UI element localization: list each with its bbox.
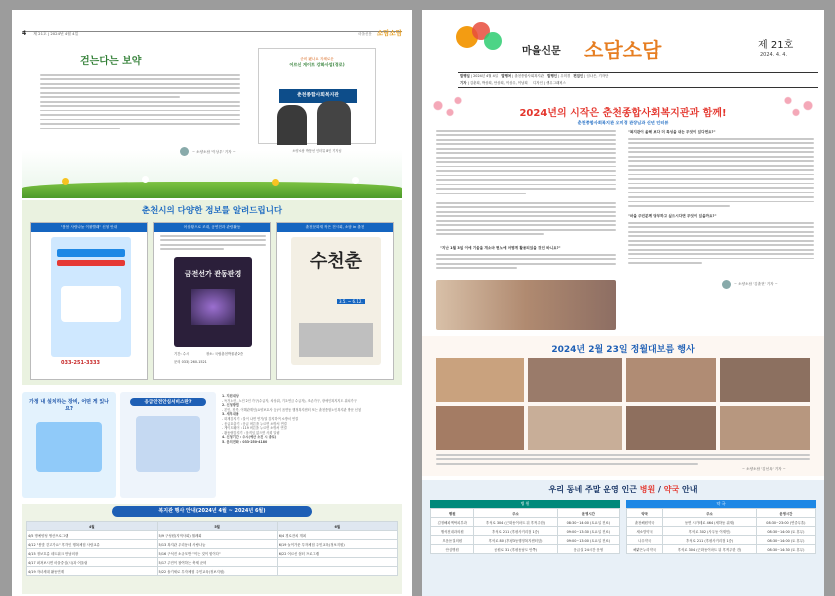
- service-item: 3. 세부내용: [222, 412, 239, 417]
- meta-value: 우미경: [560, 74, 571, 78]
- meta-label: 기자: [460, 81, 467, 85]
- flower-decoration: [352, 177, 359, 184]
- table-row: 4/12 "봄맞 걷고가요" 후각인 행복체험 사람교류 5/13 복지관 우리동네 사랑나눔 6/19 놀이가문 투자체험 주민교육(정보지원): [27, 540, 398, 549]
- table-row: 4/17 퍼져보시면 마을중심(시)과 어울림 5/17 주민이 참여하는 축제 준비: [27, 558, 398, 567]
- service-item: - 응급호출기 : 응급 버튼을 누르면 소방서 연결: [222, 421, 287, 426]
- meta-value: 김춘희, 박상희, 안상희, 이상우, 이남희: [469, 81, 528, 85]
- flower-decoration: [272, 179, 279, 186]
- meta-value: 임나은, 기자단: [586, 74, 609, 78]
- meta-bar: 발행일 | 2024년 4월 4일 발행처 | 춘천종합사회복지관 발행인 | 우미경 편집인 | 임나은, 기자단 기자 | 김춘희, 박상희, 안상희, 이상우, 이남희 디자인 | 생무그래픽스: [458, 72, 818, 88]
- info-box-2: [153, 222, 271, 380]
- heritage-poster-title: 수천춘: [309, 251, 363, 272]
- schedule-title: 복지관 행사 안내(2024년 4월 ~ 2024년 6월): [112, 506, 312, 517]
- service-item: 1. 지원대상: [222, 394, 239, 398]
- schedule-month: 4월: [27, 522, 158, 531]
- info-box-2-body: [160, 235, 266, 255]
- hospital-section-label: 병 원: [430, 500, 620, 508]
- safety-poster: [120, 392, 216, 498]
- grass-decoration: [22, 182, 402, 198]
- page-number: 4: [22, 30, 27, 37]
- service-item: - 독거노인, 노인 2인 가구(수급자, 차상위, 기초연금 수급자), 조손가구, 장애인복지지도 위치가구: [222, 398, 357, 403]
- headline-col1-body3: [436, 254, 616, 274]
- headline-col2-body2: [628, 222, 814, 272]
- headline-title: 2024년의 시작은 춘천종합사회복지관과 함께!: [519, 108, 727, 119]
- info-section: [22, 200, 402, 385]
- table-row: 새소망약국 후석로 302 (사우동 이재민) 08:30~14:00 (토 휴무): [627, 527, 816, 536]
- service-item: - 화재감지기 : 불이 나면 연기/열 감지하여 소방서 연결: [222, 416, 299, 421]
- story-section: [22, 38, 402, 198]
- service-item: - 활동량감지기 : 움직임 없으면 사회 알림: [222, 430, 280, 435]
- schedule-month: 6월: [277, 522, 397, 531]
- table-row: 4/15 정보흐름 네트워크 만남의장 5/16 구석진 소규모반 "이는 것이 힘이다" 6/22 어르신 쉼터 프로그램: [27, 549, 398, 558]
- pharmacy-table-wrap: [626, 500, 816, 554]
- meta-label: 편집인: [573, 74, 584, 78]
- service-section: [22, 390, 402, 502]
- story-byline: ~ 소양소담 '이상우' 기자 ~: [192, 150, 236, 154]
- table-row: 행석천내과의원 후석로 211 (후평사거리점 1층) 09:00~13:30 (토요일 진료): [431, 527, 620, 536]
- hospital-section: [422, 480, 824, 596]
- table-row: 모음돋질의원 후석로 80 (후평3동행정복지센터앞) 09:00~13:00 (토요일 진료): [431, 536, 620, 545]
- info-box-2-title: 어상황으로 조대, 공연전과 관람활동: [154, 223, 270, 232]
- info-box-3: [276, 222, 394, 380]
- pharmacy-table: 약국 주소 운영시간 춘천해원약국 동면 시가테로 464 (세하동 위재) 08:30~23:00 (연중무휴) 새소망약국 후석로 302 (사우동 이재민) 08:30~14:00 (토 휴무) 나우약국 후석로 211 (후평사거리점 1층) 08:30~14:00 (토 휴무) 해맑은누리약국 후석로 304 (근화동이마트 뒤 후적주한 건) 08:30~14:30 (토 휴무): [626, 508, 816, 554]
- poster-line2: 어르신 게이트 강화사업(경로): [289, 62, 345, 67]
- table-row: 해맑은누리약국 후석로 304 (근화동이마트 뒤 후적주한 건) 08:30~14:30 (토 휴무): [627, 545, 816, 554]
- table-row: 안심병원 공원로 31 (후평동남도 안쪽) 응급실 24시간 운영: [431, 545, 620, 554]
- service-item: 5. 문의전화 : 033-250-4180: [222, 439, 268, 444]
- device-poster: [22, 392, 116, 498]
- hospital-title: 우리 동네 주말 운영 인근 병원 / 약국 안내: [548, 485, 698, 494]
- story-title: 걷는다는 보약: [80, 56, 142, 67]
- event-photo: [626, 358, 716, 402]
- headline-quote-1: "복지관이 올해 보다 더 특성을 내는 무엇이 있다면요?": [628, 130, 716, 134]
- flower-decoration: [142, 176, 149, 183]
- table-row: 4/19 자녀세대 활동연계 5/22 솔기세로 투자체험 주민교육(정보지원): [27, 567, 398, 576]
- exhibition-detail-2: 장소: 국립춘천박물관2층: [206, 352, 244, 356]
- meta-label: 발행처: [501, 74, 512, 78]
- meta-value: 2024년 4월 4일: [473, 74, 499, 78]
- service-item: 2. 신청방법: [222, 403, 239, 408]
- schedule-month: 5월: [157, 522, 277, 531]
- meta-label: 발행일: [460, 74, 470, 78]
- event-photo: [436, 406, 524, 450]
- masthead-brand-small: 마을신문: [522, 46, 561, 57]
- meta-label: 발행인: [547, 74, 557, 78]
- headline-photo: [436, 280, 616, 330]
- exhibition-poster-title: 금전선가 관동판경: [184, 270, 242, 278]
- logo-circles: [456, 22, 504, 52]
- hospital-table-wrap: [430, 500, 620, 554]
- left-header: [22, 20, 402, 37]
- issue-date: 2024. 4. 4.: [760, 52, 788, 58]
- info-phone: 033-251-3333: [61, 360, 100, 366]
- exhibition-detail-1: 기간: 수시: [174, 352, 190, 356]
- exhibition-detail-3: 문의 033) 260-1521: [174, 360, 207, 364]
- left-page: [12, 10, 412, 596]
- event-photo: [720, 358, 810, 402]
- poster-line3: 춘천종합사회복지관: [279, 89, 357, 103]
- service-list: [222, 394, 402, 445]
- hospital-table: 병원 주소 운영시간 김정해피엑틱피부과 후석로 304 (근화동이마트 뒤 후적주한) 08:30~14:00 (토요일 진료) 행석천내과의원 후석로 211 (후평사거리점 1층) 09:00~13:30 (토요일 진료) 모음돋질의원 후석로 80 (후평3동행정복지센터앞) 09:00~13:00 (토요일 진료) 안심병원 공원로 31 (후평동남도 안쪽) 응급실 24시간 운영: [430, 508, 620, 554]
- photo-caption: 소양소담 박통선 인터뷰 8인 기자님: [292, 149, 342, 153]
- issue-info: 제 21호 | 2024년 4월 4일: [33, 31, 79, 36]
- event-photo: [436, 358, 524, 402]
- info-box-1-title: "봄봄 사랑나눔 이불빨래" 신청 안내: [31, 223, 147, 232]
- event-photo: [528, 406, 622, 450]
- masthead: [422, 10, 824, 76]
- service-item: - 본인, 친족, 이해관계인(요양보호사 등)이 읍면동 행정복지센터 또는 춘천종합노인복지관 방문 신청: [222, 407, 361, 412]
- person-right: [317, 101, 351, 145]
- exhibition-poster: [174, 257, 252, 347]
- service-item: - 게이트웨이 : 119 버튼을 누르면 소방서 연결: [222, 426, 287, 431]
- headline-col1-body: [436, 130, 616, 200]
- masthead-brand-big: 소담소담: [584, 38, 662, 62]
- safety-poster-title: 응급안전안심서비스란?: [130, 398, 206, 406]
- laundry-poster: [51, 237, 131, 357]
- headline-col2-body: [628, 138, 814, 212]
- headline-quote-3: "마을 주민분께 당부하고 싶으시다면 무엇이 있을까요?": [628, 214, 717, 218]
- meta-value: 춘천종합사회복지관: [514, 74, 544, 78]
- schedule-section: [22, 504, 402, 594]
- event-photo: [720, 406, 810, 450]
- person-left: [277, 105, 307, 145]
- event-photo: [528, 358, 622, 402]
- event-photo: [626, 406, 716, 450]
- info-box-3-title: 춘천문화재 작은 전시회, 소담 in 춘천: [277, 223, 393, 232]
- table-row: 4/5 명예양성 생산프로그램 5/9 구성원(지역사회) 월례회 6/4 경로잔치 개최: [27, 531, 398, 540]
- reporter-avatar: [180, 147, 189, 156]
- headline-subtitle: 춘천종합사회복지관 오미경 관장님과 신년 인터뷰: [577, 120, 669, 125]
- pharmacy-section-label: 약 국: [626, 500, 816, 508]
- reporter-avatar: [722, 280, 731, 289]
- headline-col1-body2: [436, 202, 616, 242]
- headline-quote-2: "지난 1월 3일 이에 기울을 개소마 현노에 어떻게 활용되었을 것인 바니요?": [440, 246, 561, 250]
- schedule-table: [26, 521, 398, 576]
- heritage-poster: [291, 237, 381, 365]
- service-item: 4. 신청기간 : 수시(예산 소진 시 종료): [222, 435, 277, 440]
- story-photo: [258, 48, 376, 144]
- info-box-1: [30, 222, 148, 380]
- event-photos: [436, 358, 810, 450]
- meta-design: 디자인 | 생무그래픽스: [533, 81, 566, 85]
- poster-line1: 준비 됐나요 지혜로운: [300, 57, 334, 61]
- headline-section: [422, 90, 824, 335]
- story-body: [40, 74, 240, 134]
- table-row: 김정해피엑틱피부과 후석로 304 (근화동이마트 뒤 후적주한) 08:30~14:00 (토요일 진료): [431, 518, 620, 527]
- event-title: 2024년 2월 23일 정월대보름 행사: [551, 345, 695, 355]
- event-byline: ~ 소양소담 '김선옥' 기자 ~: [742, 467, 786, 471]
- brand-logo: 소담소담: [376, 29, 402, 37]
- table-row: 나우약국 후석로 211 (후평사거리점 1층) 08:30~14:00 (토 휴무): [627, 536, 816, 545]
- flower-decoration: [62, 178, 69, 185]
- heritage-poster-dates: 3.5. ~ 6.12.: [339, 299, 363, 304]
- table-row: 춘천해원약국 동면 시가테로 464 (세하동 위재) 08:30~23:00 (연중무휴): [627, 518, 816, 527]
- brand-small: 마을신문: [358, 32, 372, 36]
- event-section: [422, 336, 824, 476]
- issue-number: 제 21호: [758, 40, 794, 51]
- headline-byline: ~ 소양소담 '김춘현' 기자 ~: [734, 282, 778, 286]
- device-poster-title: 가정 내 설치하는 장비, 어떤 게 있나요?: [29, 399, 109, 412]
- info-title: 춘천시의 다양한 정보를 알려드립니다: [141, 206, 283, 216]
- right-page: [422, 10, 824, 596]
